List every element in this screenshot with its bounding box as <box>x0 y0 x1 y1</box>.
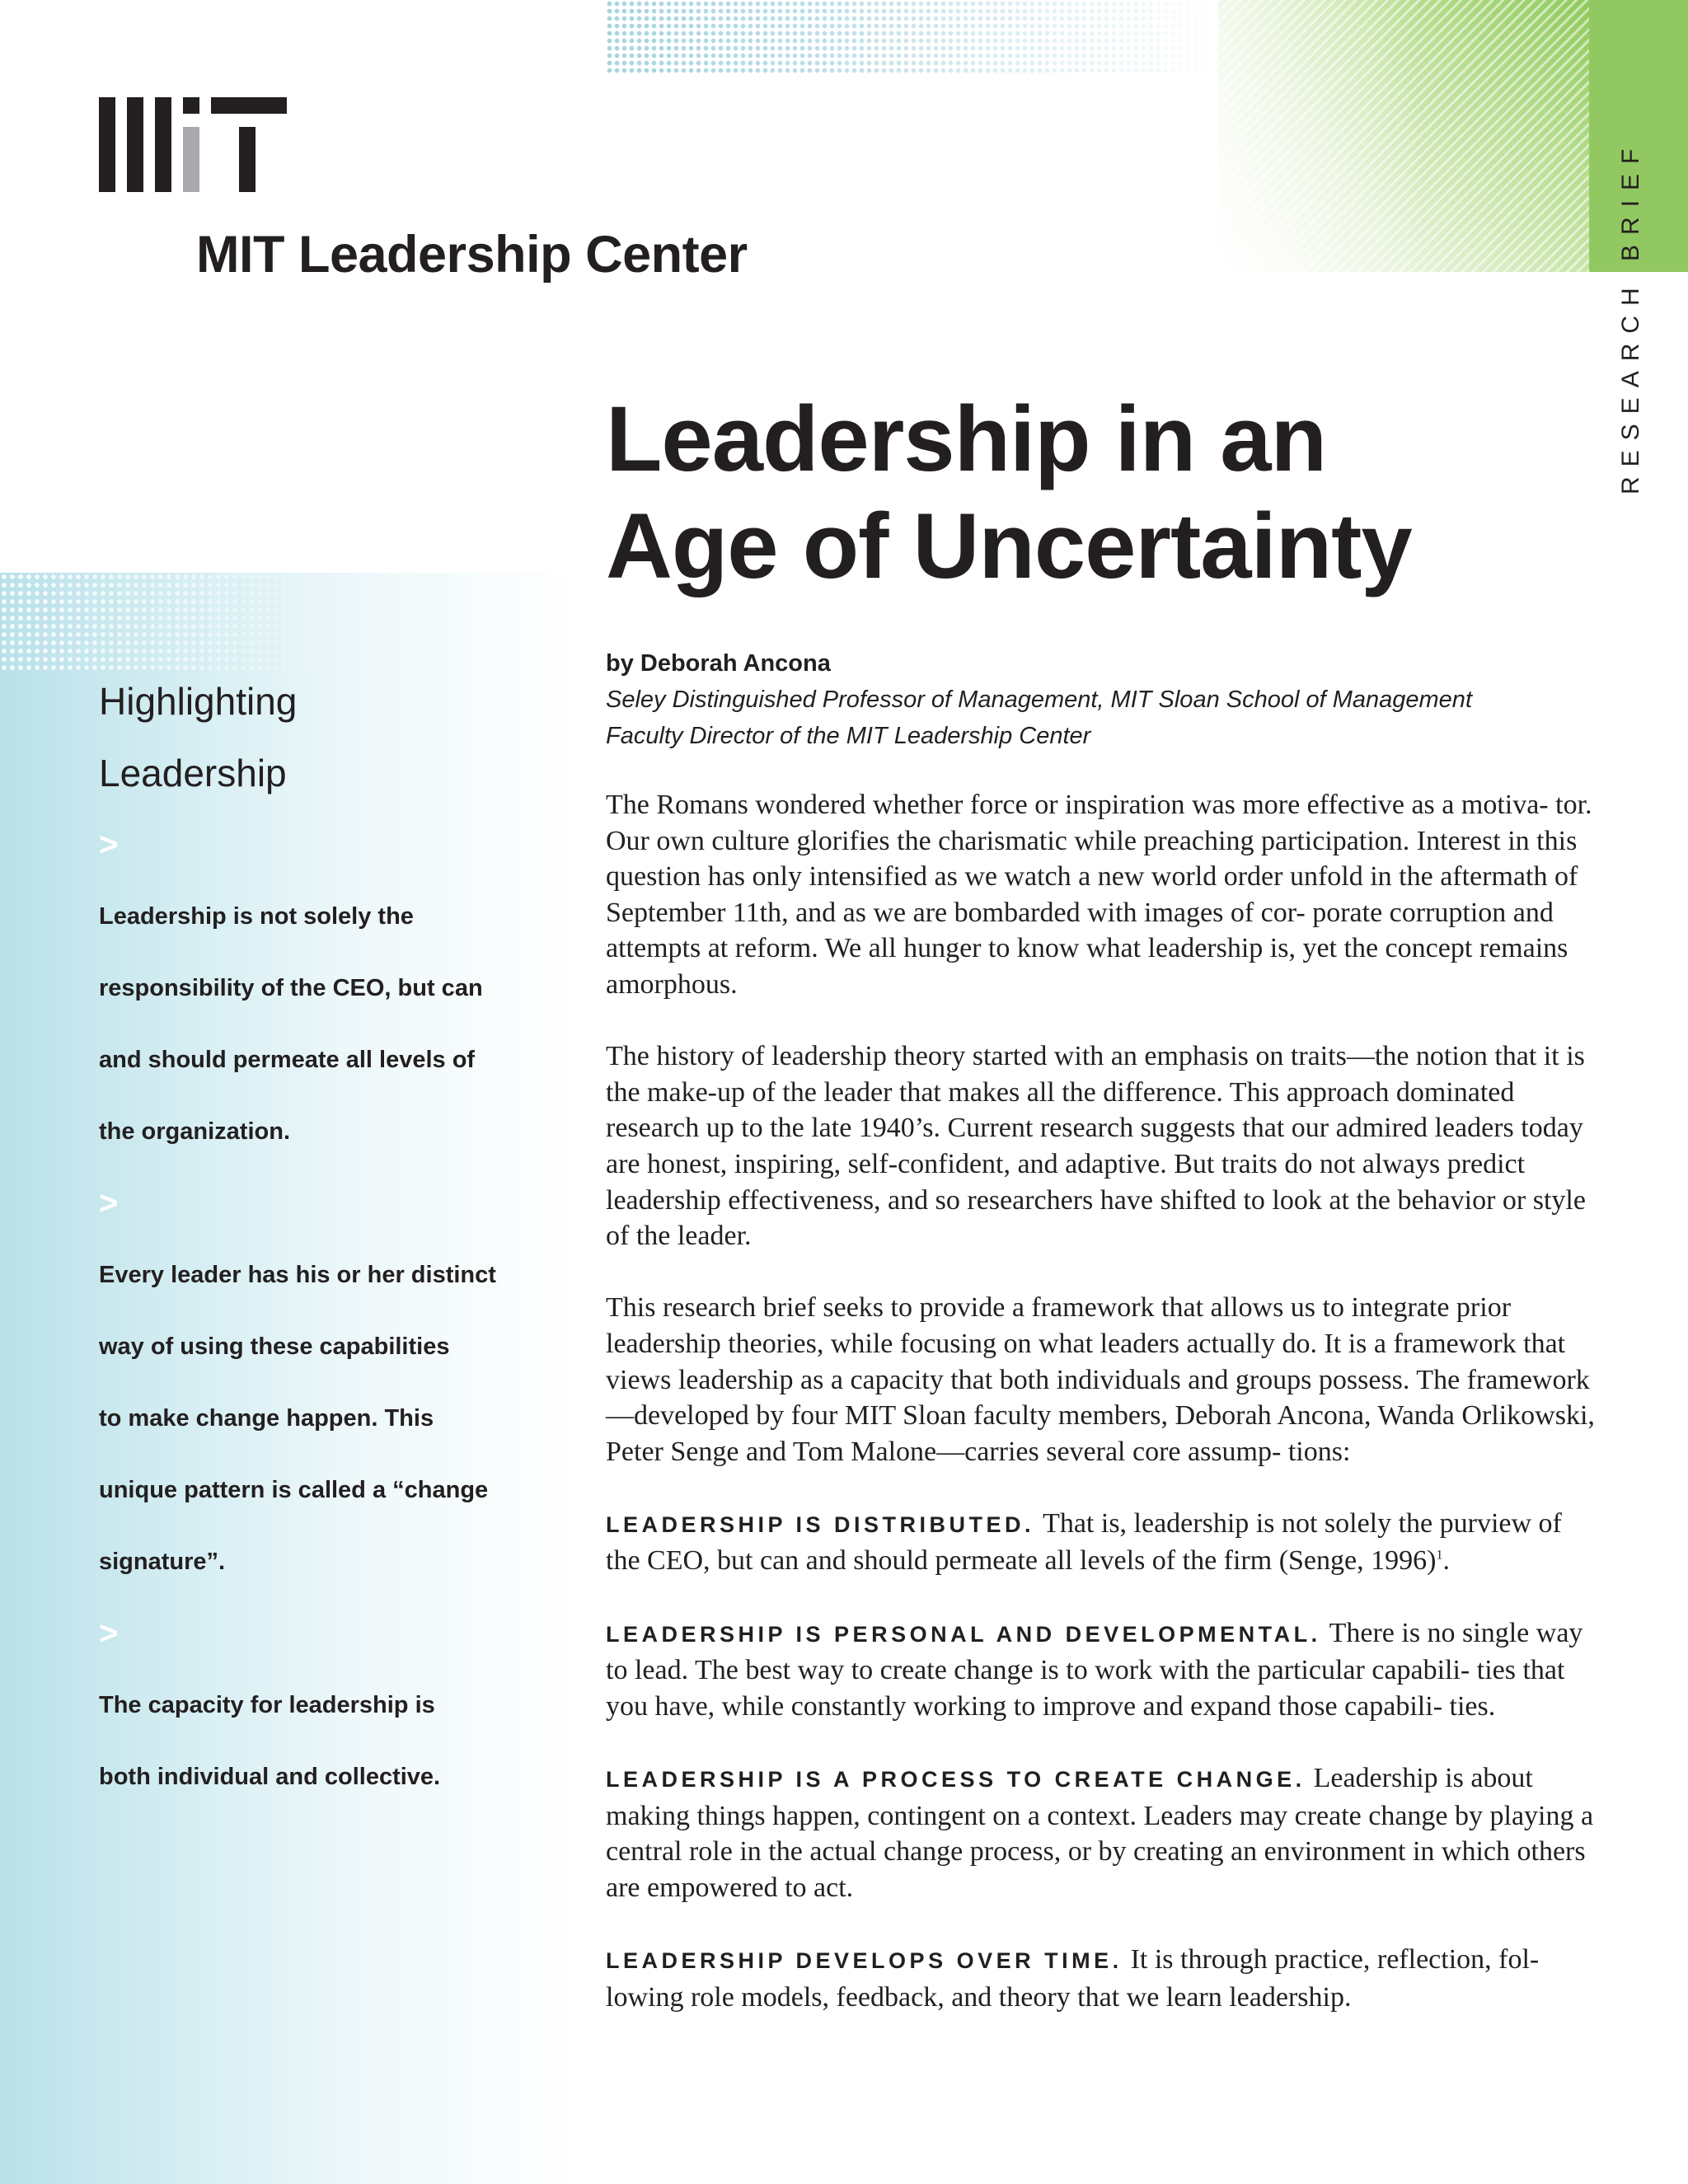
org-name: MIT Leadership Center <box>196 226 748 284</box>
assumption-text: Leadership is about making things happen, contingent on a context. Leaders may create change by playing a central role in the actual change process, or by creating an environment in which others are empowered to act. <box>606 1763 1594 1903</box>
sidebar-text-line: way of using these capabilities <box>99 1333 450 1360</box>
mit-logo <box>99 97 287 192</box>
sidebar-title-line-2: Leadership <box>99 752 287 794</box>
assumption-heading: LEADERSHIP DEVELOPS OVER TIME. <box>606 1948 1123 1973</box>
footnote-marker: 1 <box>1436 1549 1443 1563</box>
title-line-2: Age of Uncertainty <box>606 494 1412 598</box>
assumption-paragraph <box>606 1506 1595 1579</box>
chevron-right-icon: > <box>99 827 119 863</box>
assumption-heading: LEADERSHIP IS PERSONAL AND DEVELOPMENTAL. <box>606 1621 1321 1647</box>
chevron-right-icon: > <box>99 1185 119 1221</box>
body-paragraph: This research brief seeks to provide a framework that allows us to integrate prior leadership theories, while focusing on what leaders actually do. It is a framework that views leadership as a capacity that both individuals and groups possess. The framework—developed by four MIT Sloan faculty members, Deborah Ancona, Wanda Orlikowski, Peter Senge and Tom Malone—carries several core assump- tions: <box>606 1292 1595 1467</box>
sidebar-title-line-1: Highlighting <box>99 680 298 723</box>
sidebar-text-line: both individual and collective. <box>99 1764 441 1790</box>
decorative-arrow-graphic <box>1218 0 1589 272</box>
article-body <box>606 787 1595 2051</box>
chevron-right-icon: > <box>99 1615 119 1652</box>
author-affiliation-2: Faculty Director of the MIT Leadership Center <box>606 723 1091 749</box>
sidebar-text-line: the organization. <box>99 1118 290 1145</box>
decorative-dot-pattern-side <box>0 573 354 672</box>
assumption-paragraph <box>606 1942 1595 2015</box>
sidebar-highlights <box>99 666 560 1813</box>
byline <box>606 645 1595 754</box>
page-title <box>606 386 1554 600</box>
assumption-text: It is through practice, reflection, fol- lowing role models, feedback, and theory that we learn leadership. <box>606 1944 1540 2013</box>
sidebar-text-line: and should permeate all levels of <box>99 1047 476 1073</box>
sidebar-text-line: Leadership is not solely the <box>99 903 414 930</box>
research-brief-label: RESEARCH BRIEF <box>1617 138 1644 494</box>
assumption-text-tail: . <box>1442 1545 1450 1577</box>
sidebar-text-line: Every leader has his or her distinct <box>99 1262 496 1288</box>
assumption-text: There is no single way to lead. The best way to create change is to work with the particular capabili- ties that you have, while constantly working to improve and expand those capabili- ties. <box>606 1617 1583 1722</box>
title-line-1: Leadership in an <box>606 387 1326 490</box>
assumption-heading: LEADERSHIP IS A PROCESS TO CREATE CHANGE. <box>606 1767 1306 1793</box>
body-paragraph: The Romans wondered whether force or inspiration was more effective as a motiva- tor. Our own culture glorifies the charismatic while preaching participation. Interest in this question has only intensified as we watch a new world order unfold in the aftermath of September 11th, and as we are bombarded with images of cor- porate corruption and attempts at reform. We all hunger to know what leadership is, yet the concept remains amorphous. <box>606 790 1592 1000</box>
body-paragraph: The history of leadership theory started with an emphasis on traits—the notion that it is the make-up of the leader that makes all the difference. This approach dominated research up to the late 1940’s. Current research suggests that our admired leaders today are honest, inspiring, self-confident, and adaptive. But traits do not always predict leadership effectiveness, and so researchers have shifted to look at the behavior or style of the leader. <box>606 1041 1586 1252</box>
sidebar-text-line: signature”. <box>99 1549 226 1575</box>
assumption-paragraph <box>606 1760 1595 1905</box>
assumption-heading: LEADERSHIP IS DISTRIBUTED. <box>606 1511 1035 1537</box>
assumption-paragraph <box>606 1615 1595 1725</box>
sidebar-text-line: unique pattern is called a “change <box>99 1477 489 1503</box>
sidebar-text-line: responsibility of the CEO, but can <box>99 975 483 1001</box>
assumption-text: That is, leadership is not solely the purview of the CEO, but can and should permeate all levels of the firm (Senge, 1996) <box>606 1507 1562 1577</box>
author: by Deborah Ancona <box>606 650 831 677</box>
sidebar-text-line: to make change happen. This <box>99 1405 434 1432</box>
sidebar-text-line: The capacity for leadership is <box>99 1692 435 1718</box>
decorative-dot-pattern-top <box>606 0 1224 74</box>
author-affiliation-1: Seley Distinguished Professor of Management, MIT Sloan School of Management <box>606 687 1472 713</box>
